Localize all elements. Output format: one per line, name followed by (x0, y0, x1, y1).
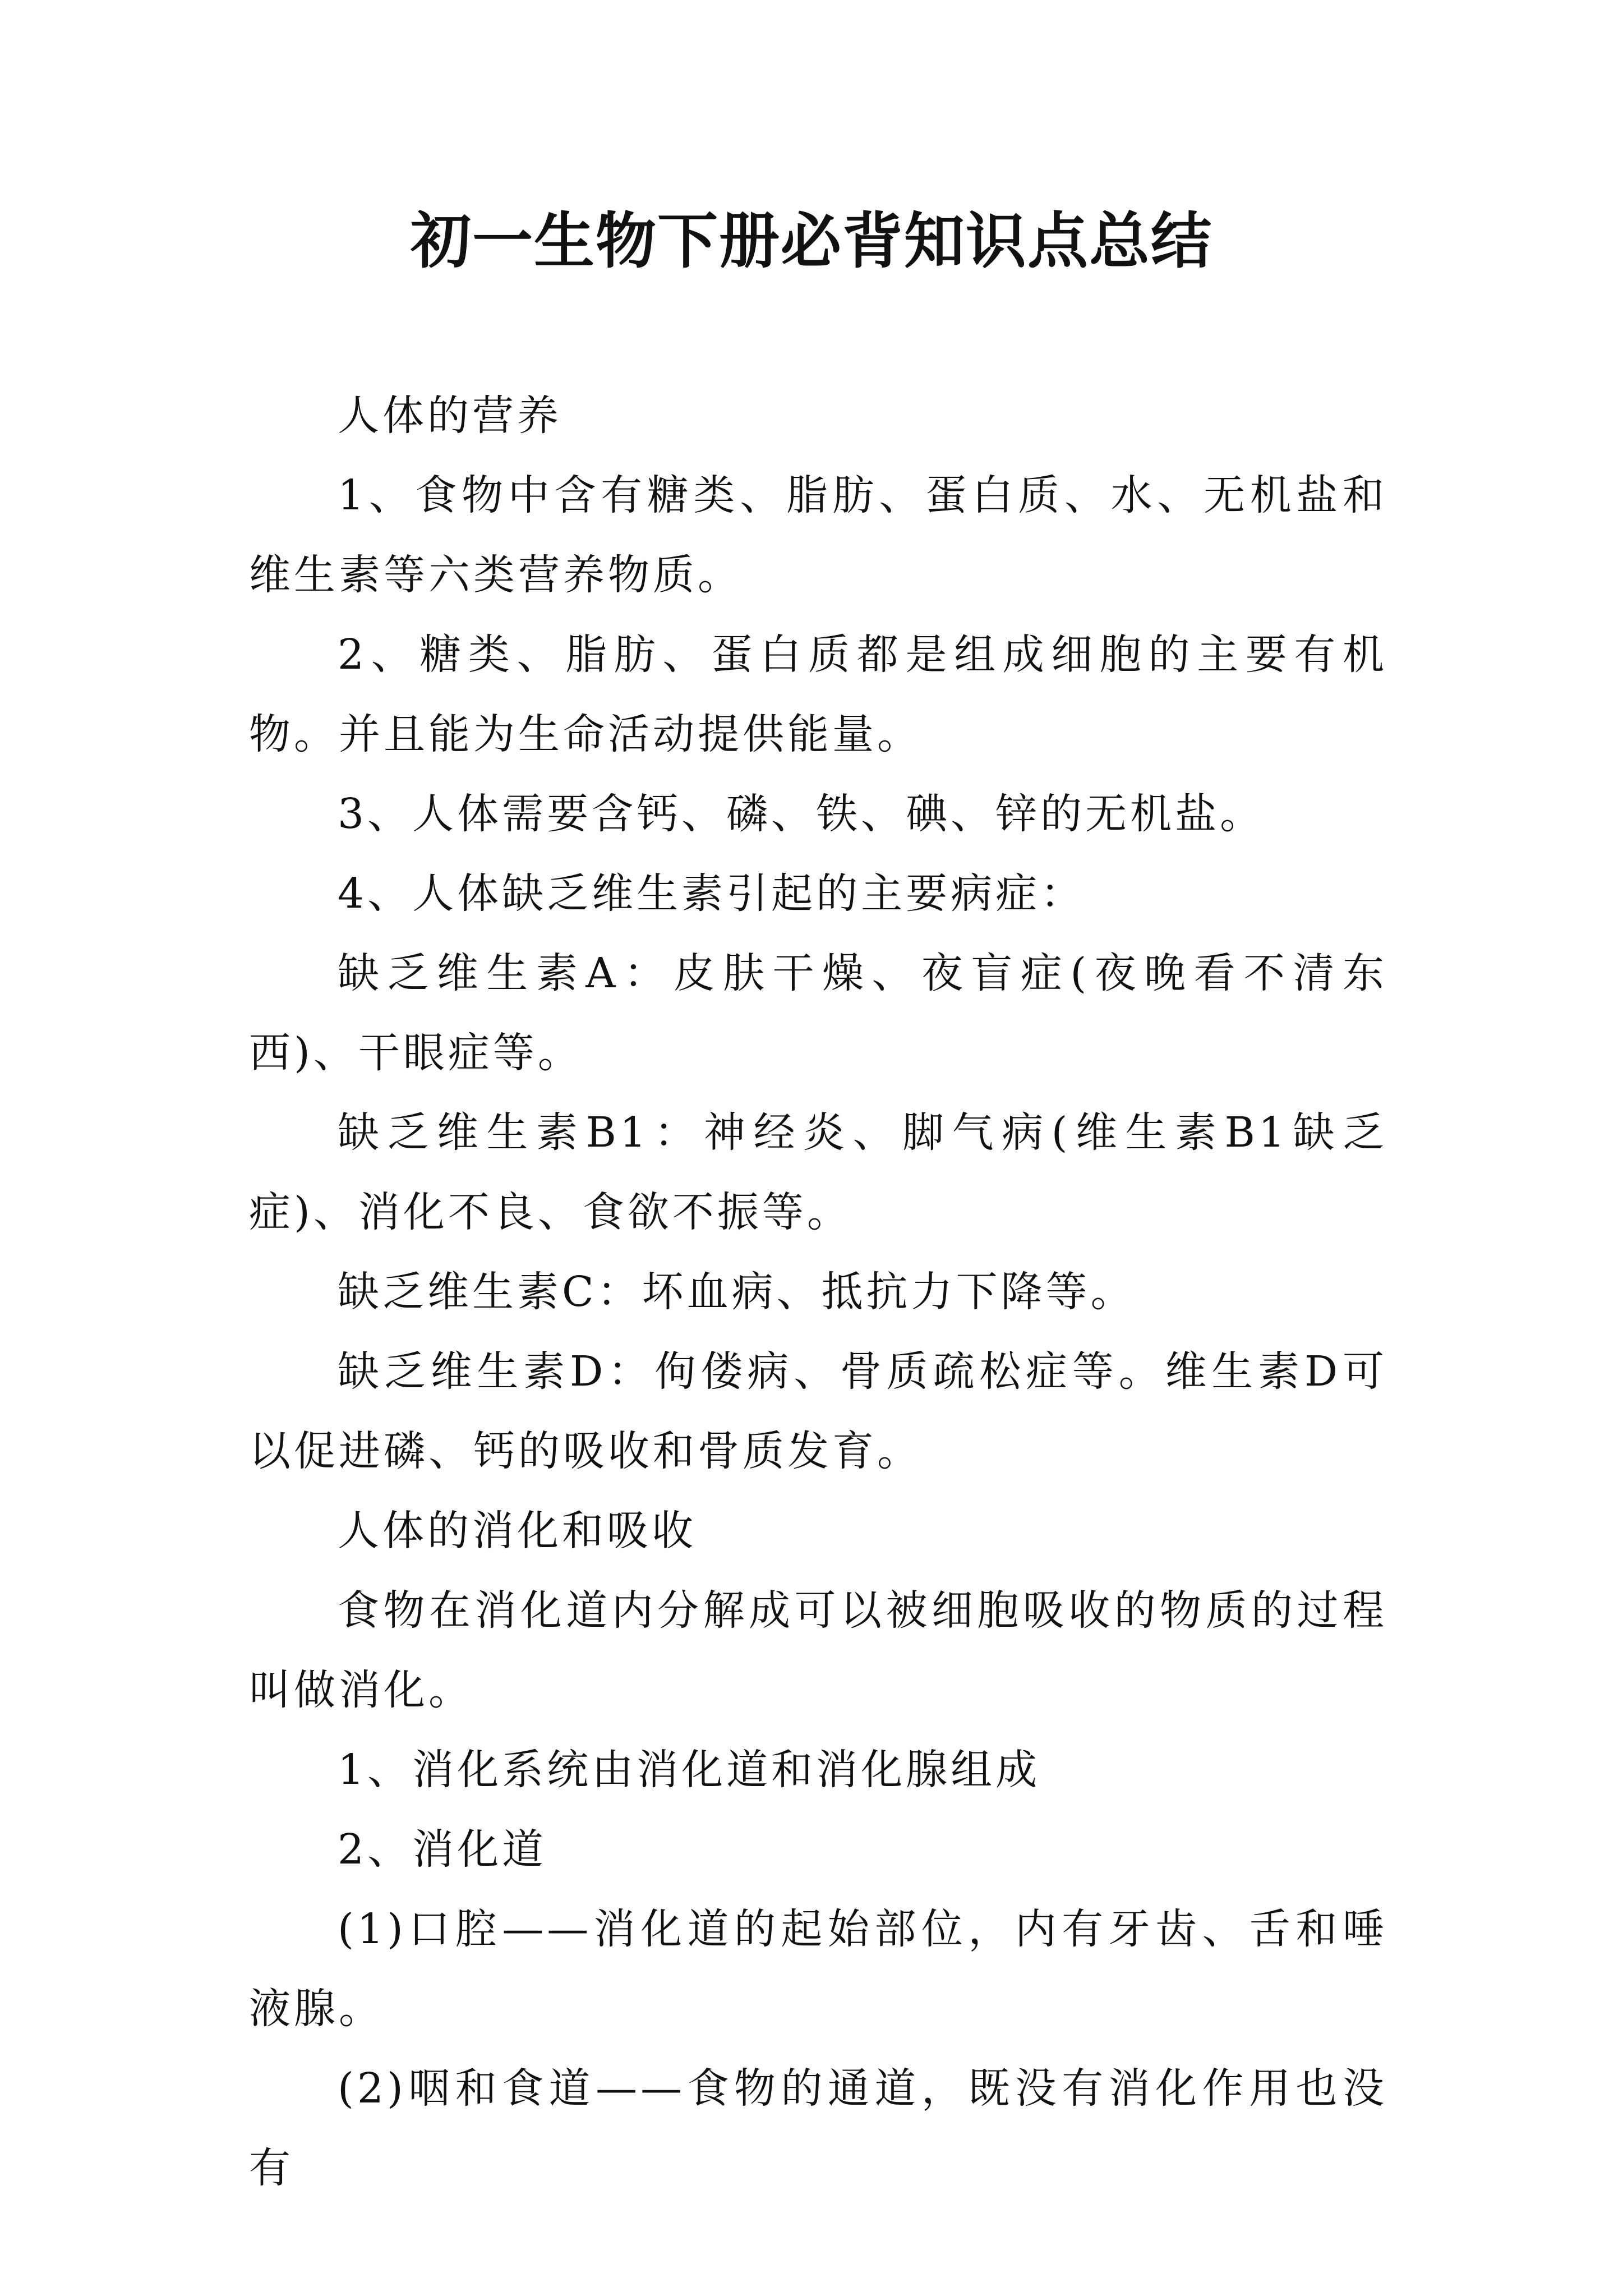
document-body (249, 376, 1387, 2208)
paragraph-digestive-system: 1、消化系统由消化道和消化腺组成 (338, 1746, 1041, 1794)
paragraph-pharynx-esophagus: (2)咽和食道——食物的通道，既没有消化作用也没有 (249, 2064, 1387, 2192)
paragraph-vitamin-b1: 缺乏维生素B1：神经炎、脚气病(维生素B1缺乏症)、消化不良、食欲不振等。 (249, 1108, 1387, 1236)
paragraph-vitamin-deficiency: 4、人体缺乏维生素引起的主要病症： (338, 869, 1086, 918)
paragraph-vitamin-c: 缺乏维生素C：坏血病、抵抗力下降等。 (338, 1268, 1136, 1316)
paragraph-oral-cavity: (1)口腔——消化道的起始部位，内有牙齿、舌和唾液腺。 (249, 1905, 1387, 2033)
paragraph-nutrients: 1、食物中含有糖类、脂肪、蛋白质、水、无机盐和维生素等六类营养物质。 (249, 471, 1387, 599)
paragraph-organic-matter: 2、糖类、脂肪、蛋白质都是组成细胞的主要有机物。并且能为生命活动提供能量。 (249, 631, 1387, 758)
document-title: 初一生物下册必背知识点总结 (410, 206, 1212, 277)
section-heading-digestion: 人体的消化和吸收 (338, 1507, 697, 1555)
paragraph-minerals: 3、人体需要含钙、磷、铁、碘、锌的无机盐。 (338, 790, 1265, 838)
paragraph-vitamin-a: 缺乏维生素A：皮肤干燥、夜盲症(夜晚看不清东西)、干眼症等。 (249, 949, 1387, 1077)
section-heading-nutrition: 人体的营养 (338, 392, 562, 440)
paragraph-digestion-definition: 食物在消化道内分解成可以被细胞吸收的物质的过程叫做消化。 (249, 1586, 1387, 1714)
paragraph-vitamin-d: 缺乏维生素D：佝偻病、骨质疏松症等。维生素D可以促进磷、钙的吸收和骨质发育。 (249, 1347, 1387, 1475)
paragraph-digestive-tract: 2、消化道 (338, 1825, 547, 1874)
